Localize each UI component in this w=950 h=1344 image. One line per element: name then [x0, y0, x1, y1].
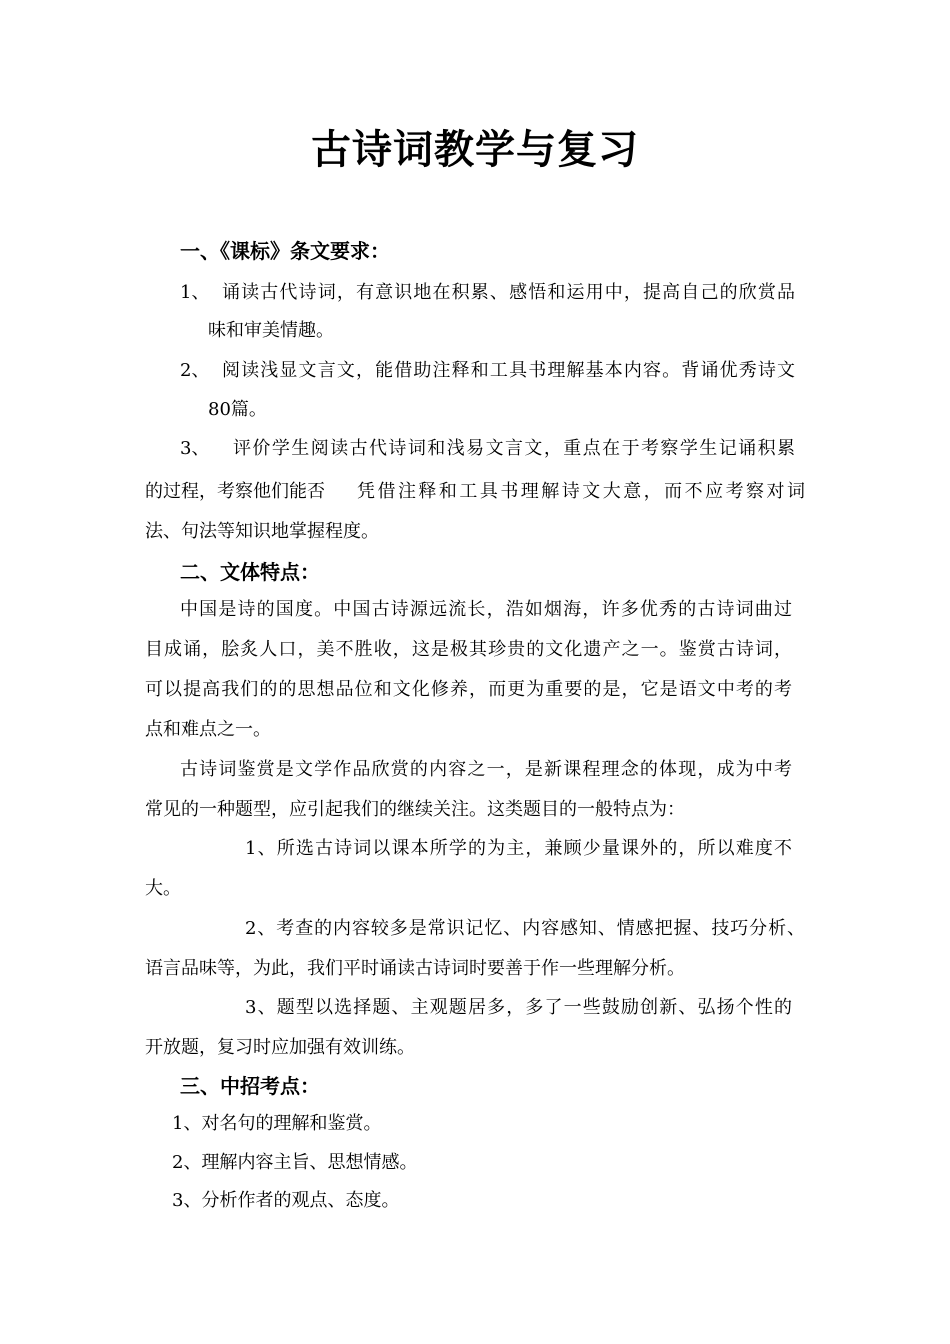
exam-point-3: 3、分析作者的观点、态度。: [172, 1190, 400, 1211]
item-3-line-1: 评价学生阅读古代诗词和浅易文言文，重点在于考察学生记诵积累: [233, 438, 795, 459]
section-3-heading: 三、中招考点：: [180, 1074, 320, 1098]
para-5-line-2: 开放题，复习时应加强有效训练。: [145, 1037, 415, 1058]
item-1-line-1: 诵读古代诗词，有意识地在积累、感悟和运用中，提高自己的欣赏品: [222, 282, 795, 303]
para-1-line-1: 中国是诗的国度。中国古诗源远流长，浩如烟海，许多优秀的古诗词曲过: [180, 599, 792, 620]
para-1-line-4: 点和难点之一。: [145, 719, 271, 740]
document-title: 古诗词教学与复习: [311, 126, 639, 173]
item-2-number: 2、: [180, 360, 210, 381]
item-3-line-3: 法、句法等知识地掌握程度。: [145, 521, 379, 542]
section-2-heading: 二、文体特点：: [180, 560, 320, 584]
para-5-line-1: 3、题型以选择题、主观题居多，多了一些鼓励创新、弘扬个性的: [245, 997, 792, 1018]
item-2-line-1: 阅读浅显文言文，能借助注释和工具书理解基本内容。背诵优秀诗文: [222, 360, 795, 381]
para-1-line-2: 目成诵，脍炙人口，美不胜收，这是极其珍贵的文化遗产之一。鉴赏古诗词，: [145, 639, 792, 660]
item-1-number: 1、: [180, 282, 210, 303]
item-3-line-2b: 凭借注释和工具书理解诗文大意，而不应考察对词: [357, 481, 805, 502]
para-3-line-2: 大。: [145, 878, 181, 899]
section-1-heading: 一、《课标》条文要求：: [180, 239, 390, 263]
item-3-line-2a: 的过程，考察他们能否: [145, 481, 325, 502]
para-1-line-3: 可以提高我们的的思想品位和文化修养，而更为重要的是，它是语文中考的考: [145, 679, 792, 700]
para-3-line-1: 1、所选古诗词以课本所学的为主，兼顾少量课外的，所以难度不: [245, 838, 792, 859]
exam-point-2: 2、理解内容主旨、思想情感。: [172, 1152, 418, 1173]
item-2-line-2: 80篇。: [208, 399, 267, 420]
item-3-number: 3、: [180, 438, 210, 459]
exam-point-1: 1、对名句的理解和鉴赏。: [172, 1113, 382, 1134]
para-4-line-2: 语言品味等，为此，我们平时诵读古诗词时要善于作一些理解分析。: [145, 958, 685, 979]
para-4-line-1: 2、考查的内容较多是常识记忆、内容感知、情感把握、技巧分析、: [245, 918, 805, 939]
para-2-line-2: 常见的一种题型，应引起我们的继续关注。这类题目的一般特点为：: [145, 799, 685, 820]
para-2-line-1: 古诗词鉴赏是文学作品欣赏的内容之一，是新课程理念的体现，成为中考: [180, 759, 792, 780]
item-1-line-2: 味和审美情趣。: [208, 320, 334, 341]
